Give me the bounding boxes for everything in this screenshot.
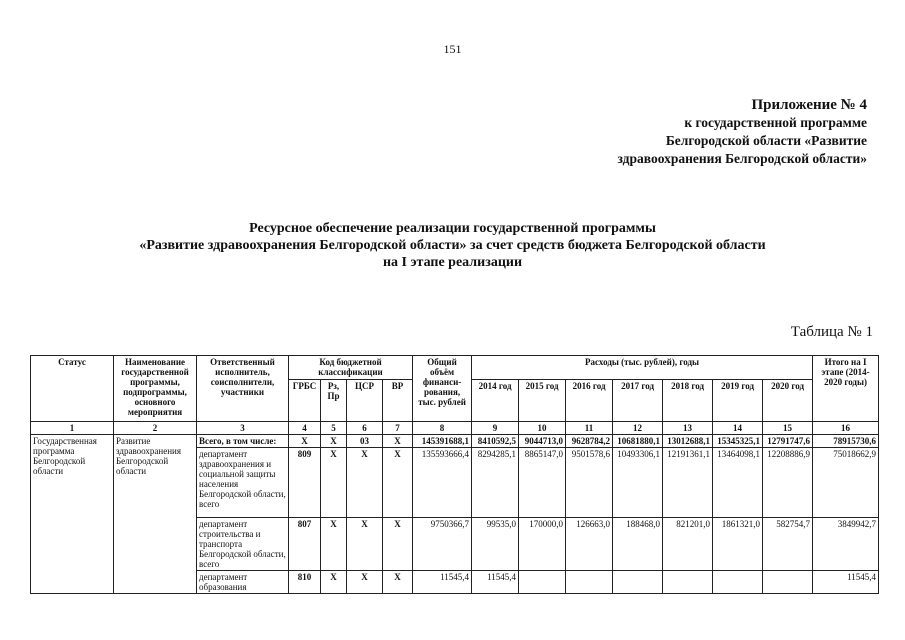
total-cell: 11545,4 bbox=[413, 571, 472, 594]
rz-cell: Х bbox=[321, 435, 347, 448]
year-cell: 9501578,6 bbox=[566, 448, 613, 518]
header-csr: ЦСР bbox=[347, 380, 383, 422]
header-budget-code: Код бюджетной классификации bbox=[289, 356, 413, 380]
column-number: 11 bbox=[566, 422, 613, 435]
column-number: 6 bbox=[347, 422, 383, 435]
header-total-volume: Общий объём финанси-рования, тыс. рублей bbox=[413, 356, 472, 422]
rz-cell: Х bbox=[321, 518, 347, 571]
year-cell: 8865147,0 bbox=[519, 448, 566, 518]
column-number: 7 bbox=[383, 422, 413, 435]
executor-cell: департамент строительства и транспорта Белгородской области, всего bbox=[197, 518, 289, 571]
year-cell: 582754,7 bbox=[763, 518, 813, 571]
year-cell bbox=[519, 571, 566, 594]
appendix-title: Приложение № 4 bbox=[751, 97, 867, 113]
column-number: 12 bbox=[613, 422, 663, 435]
header-year: 2018 год bbox=[663, 380, 713, 422]
vr-cell: Х bbox=[383, 518, 413, 571]
column-number: 4 bbox=[289, 422, 321, 435]
year-cell: 13464098,1 bbox=[713, 448, 763, 518]
column-number-row bbox=[31, 422, 879, 435]
csr-cell: Х bbox=[347, 518, 383, 571]
csr-cell: Х bbox=[347, 571, 383, 594]
vr-cell: Х bbox=[383, 435, 413, 448]
grbs-cell: 807 bbox=[289, 518, 321, 571]
column-number: 1 bbox=[31, 422, 114, 435]
total-cell: 135593666,4 bbox=[413, 448, 472, 518]
header-expenses: Расходы (тыс. рублей), годы bbox=[472, 356, 813, 380]
header-grbs: ГРБС bbox=[289, 380, 321, 422]
title-line: «Развитие здравоохранения Белгородской области» за счет средств бюджета Белгородской области bbox=[139, 238, 766, 253]
column-number: 2 bbox=[114, 422, 197, 435]
header-name: Наименование государственной программы, подпрограммы, основного мероприятия bbox=[114, 356, 197, 422]
year-cell: 9044713,0 bbox=[519, 435, 566, 448]
grbs-cell: Х bbox=[289, 435, 321, 448]
itogo-cell: 3849942,7 bbox=[813, 518, 879, 571]
column-number: 9 bbox=[472, 422, 519, 435]
year-cell bbox=[763, 571, 813, 594]
year-cell: 8410592,5 bbox=[472, 435, 519, 448]
header-year: 2017 год bbox=[613, 380, 663, 422]
appendix-line: к государственной программе bbox=[684, 115, 867, 130]
header-status: Статус bbox=[31, 356, 114, 422]
header-year: 2015 год bbox=[519, 380, 566, 422]
rz-cell: Х bbox=[321, 448, 347, 518]
executor-cell: Всего, в том числе: bbox=[197, 435, 289, 448]
table-label: Таблица № 1 bbox=[790, 324, 873, 340]
resource-table bbox=[30, 355, 879, 594]
header-year: 2014 год bbox=[472, 380, 519, 422]
year-cell: 10493306,1 bbox=[613, 448, 663, 518]
page-number: 151 bbox=[443, 42, 462, 56]
year-cell bbox=[663, 571, 713, 594]
program-name-cell: Развитие здравоохранения Белгородской области bbox=[114, 435, 197, 594]
year-cell: 9628784,2 bbox=[566, 435, 613, 448]
column-number: 16 bbox=[813, 422, 879, 435]
header-year: 2019 год bbox=[713, 380, 763, 422]
column-number: 14 bbox=[713, 422, 763, 435]
column-number: 15 bbox=[763, 422, 813, 435]
column-number: 5 bbox=[321, 422, 347, 435]
header-row bbox=[31, 356, 879, 380]
grbs-cell: 810 bbox=[289, 571, 321, 594]
year-cell: 99535,0 bbox=[472, 518, 519, 571]
executor-cell: департамент здравоохранения и социальной защиты населения Белгородской области, всего bbox=[197, 448, 289, 518]
year-cell: 188468,0 bbox=[613, 518, 663, 571]
total-cell: 145391688,1 bbox=[413, 435, 472, 448]
document-title bbox=[0, 220, 905, 271]
itogo-cell: 11545,4 bbox=[813, 571, 879, 594]
year-cell: 8294285,1 bbox=[472, 448, 519, 518]
year-cell: 170000,0 bbox=[519, 518, 566, 571]
grbs-cell: 809 bbox=[289, 448, 321, 518]
title-line: на I этапе реализации bbox=[382, 255, 523, 270]
status-cell: Государственная программа Белгородской области bbox=[31, 435, 114, 594]
year-cell: 1861321,0 bbox=[713, 518, 763, 571]
header-year: 2020 год bbox=[763, 380, 813, 422]
year-cell: 13012688,1 bbox=[663, 435, 713, 448]
total-cell: 9750366,7 bbox=[413, 518, 472, 571]
year-cell: 15345325,1 bbox=[713, 435, 763, 448]
header-rz: Рз, Пр bbox=[321, 380, 347, 422]
rz-cell: Х bbox=[321, 571, 347, 594]
appendix-line: здравоохранения Белгородской области» bbox=[617, 151, 867, 166]
appendix-line: Белгородской области «Развитие bbox=[665, 133, 867, 148]
title-line: Ресурсное обеспечение реализации государственной программы bbox=[249, 221, 656, 236]
year-cell: 821201,0 bbox=[663, 518, 713, 571]
year-cell bbox=[566, 571, 613, 594]
year-cell bbox=[613, 571, 663, 594]
year-cell: 126663,0 bbox=[566, 518, 613, 571]
column-number: 13 bbox=[663, 422, 713, 435]
header-vr: ВР bbox=[383, 380, 413, 422]
year-cell: 12791747,6 bbox=[763, 435, 813, 448]
vr-cell: Х bbox=[383, 571, 413, 594]
itogo-cell: 75018662,9 bbox=[813, 448, 879, 518]
column-number: 10 bbox=[519, 422, 566, 435]
header-year: 2016 год bbox=[566, 380, 613, 422]
itogo-cell: 78915730,6 bbox=[813, 435, 879, 448]
header-itogo: Итого на I этапе (2014-2020 годы) bbox=[813, 356, 879, 422]
executor-cell: департамент образования bbox=[197, 571, 289, 594]
column-number: 8 bbox=[413, 422, 472, 435]
year-cell bbox=[713, 571, 763, 594]
column-number: 3 bbox=[197, 422, 289, 435]
year-cell: 12208886,9 bbox=[763, 448, 813, 518]
appendix-note bbox=[617, 96, 867, 168]
year-cell: 12191361,1 bbox=[663, 448, 713, 518]
year-cell: 10681880,1 bbox=[613, 435, 663, 448]
year-cell: 11545,4 bbox=[472, 571, 519, 594]
csr-cell: 03 bbox=[347, 435, 383, 448]
csr-cell: Х bbox=[347, 448, 383, 518]
table-row bbox=[31, 435, 879, 448]
vr-cell: Х bbox=[383, 448, 413, 518]
header-executor: Ответственный исполнитель, соисполнители, участники bbox=[197, 356, 289, 422]
